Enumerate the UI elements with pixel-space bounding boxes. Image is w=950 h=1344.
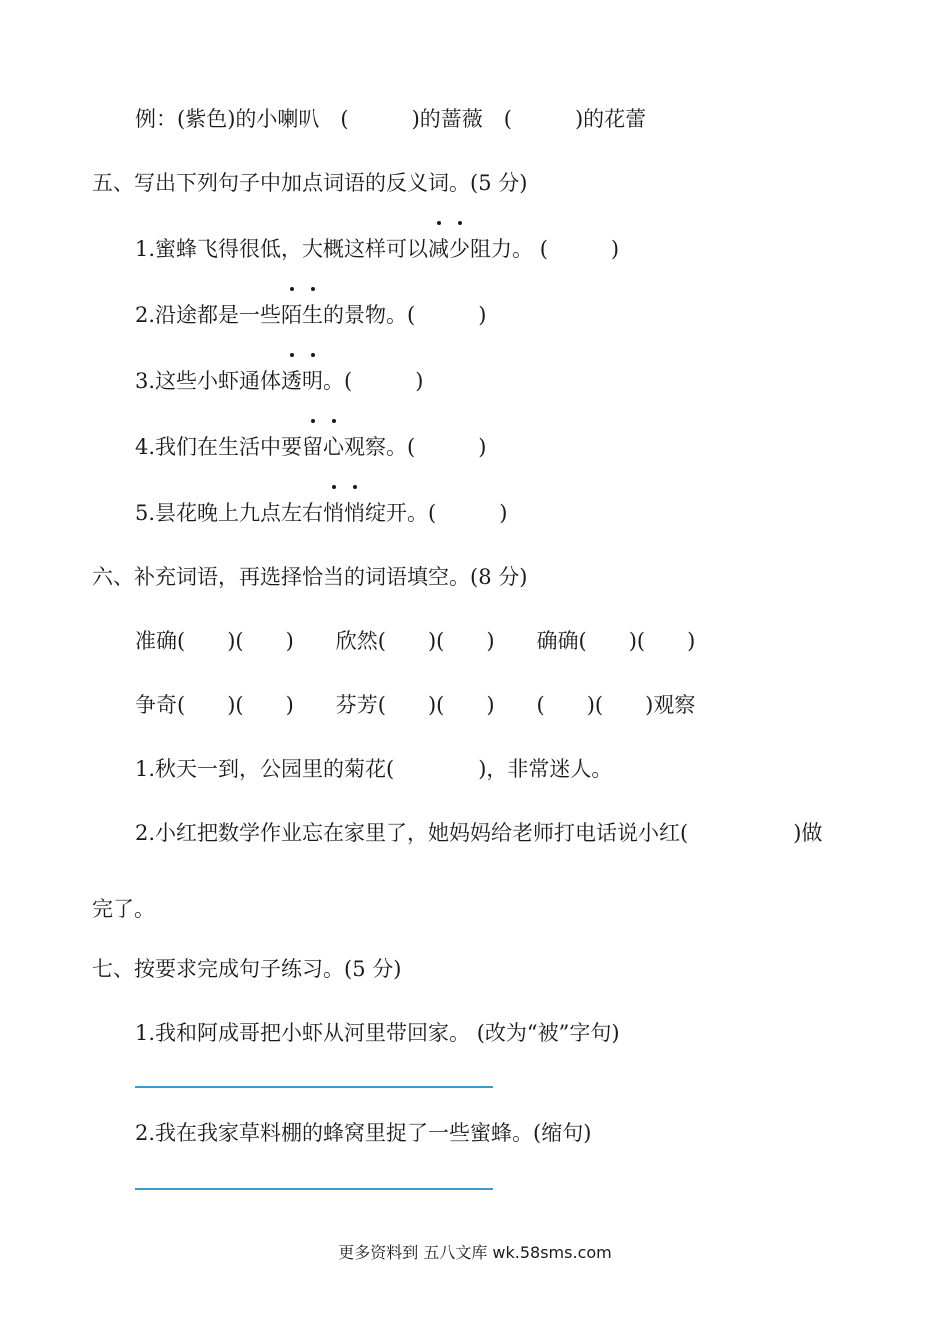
- item-text-post: 。( ): [323, 369, 424, 393]
- fill-question-1: 1.秋天一到，公园里的菊花( )，非常迷人。: [135, 757, 613, 781]
- idiom-row-1: 准确( )( ) 欣然( )( ) 确确( )( ): [135, 629, 696, 653]
- dotted-word: [281, 303, 323, 327]
- dotted-word-text: 陌生: [281, 303, 324, 327]
- item-text-post: 的景物。( ): [323, 303, 487, 327]
- antonym-item-3: [135, 366, 423, 396]
- item-text-pre: 2.沿途都是一些: [135, 303, 282, 327]
- answer-line-1[interactable]: [135, 1086, 493, 1088]
- emphasis-dots: [428, 221, 470, 231]
- answer-line-2[interactable]: [135, 1188, 493, 1190]
- section-5-title: 五、写出下列句子中加点词语的反义词。(5 分): [92, 171, 528, 195]
- dotted-word-text: 悄悄: [323, 501, 366, 525]
- example-line: 例：(紫色)的小喇叭 ( )的蔷薇 ( )的花蕾: [135, 107, 647, 131]
- item-text-pre: 4.我们在生活中要: [135, 435, 303, 459]
- antonym-item-2: [135, 300, 486, 330]
- item-text-pre: 1.蜜蜂飞得很低，大概这样可以: [135, 237, 429, 261]
- antonym-item-1: [135, 234, 619, 264]
- dotted-word-text: 透明: [281, 369, 324, 393]
- dotted-word-text: 减少: [428, 237, 471, 261]
- antonym-item-5: [135, 498, 507, 528]
- footer-watermark: 更多资料到 五八文库 wk.58sms.com: [338, 1243, 612, 1262]
- item-text-pre: 3.这些小虾通体: [135, 369, 282, 393]
- sentence-question-1: 1.我和阿成哥把小虾从河里带回家。 (改为“被”字句): [135, 1021, 620, 1045]
- section-7-title: 七、按要求完成句子练习。(5 分): [92, 957, 402, 981]
- item-text-post: 观察。( ): [344, 435, 487, 459]
- antonym-item-4: [135, 432, 486, 462]
- sentence-question-2: 2.我在我家草料棚的蜂窝里捉了一些蜜蜂。(缩句): [135, 1121, 592, 1145]
- emphasis-dots: [281, 353, 323, 363]
- emphasis-dots: [302, 419, 344, 429]
- idiom-row-2: 争奇( )( ) 芬芳( )( ) ( )( )观察: [135, 693, 696, 717]
- item-text-post: 绽开。( ): [365, 501, 508, 525]
- emphasis-dots: [281, 287, 323, 297]
- fill-question-2-continued: 完了。: [92, 897, 155, 921]
- dotted-word-text: 留心: [302, 435, 345, 459]
- fill-question-2: 2.小红把数学作业忘在家里了，她妈妈给老师打电话说小红( )做: [135, 821, 823, 845]
- dotted-word: [428, 237, 470, 261]
- section-6-title: 六、补充词语，再选择恰当的词语填空。(8 分): [92, 565, 528, 589]
- item-text-pre: 5.昙花晚上九点左右: [135, 501, 324, 525]
- item-text-post: 阻力。 ( ): [470, 237, 620, 261]
- dotted-word: [281, 369, 323, 393]
- dotted-word: [302, 435, 344, 459]
- dotted-word: [323, 501, 365, 525]
- emphasis-dots: [323, 485, 365, 495]
